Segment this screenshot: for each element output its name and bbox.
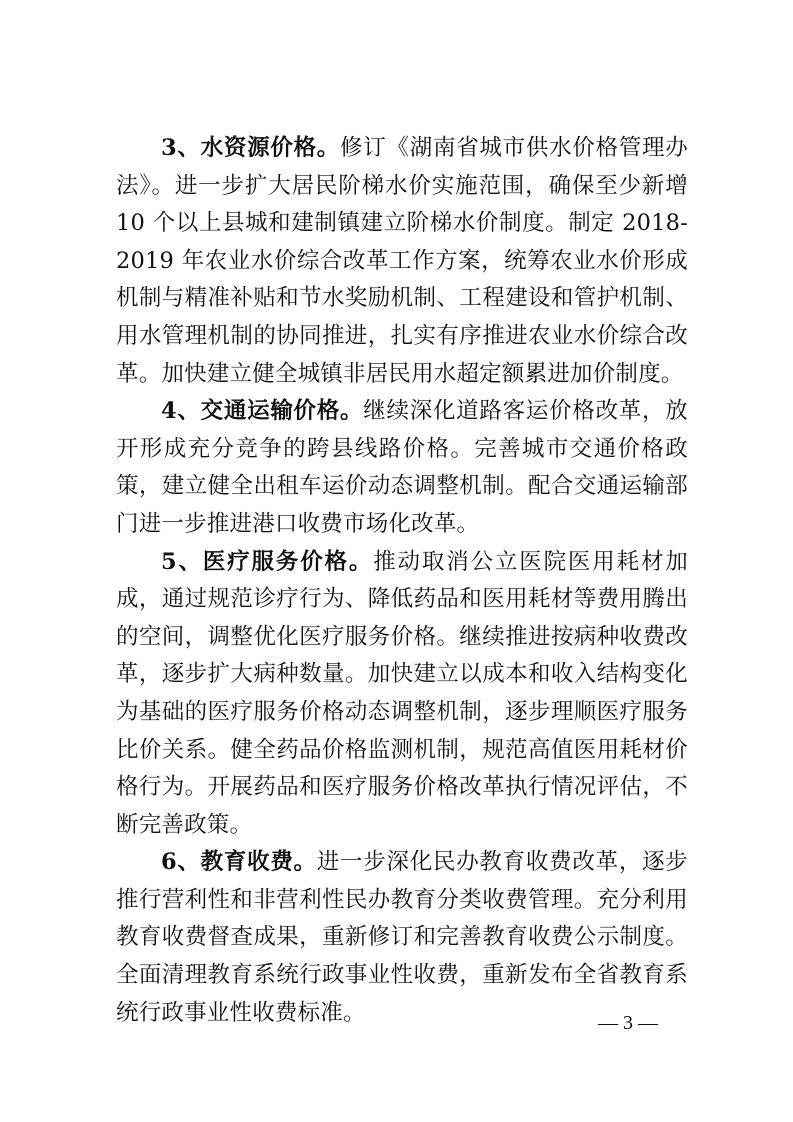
paragraph-education-fee bbox=[116, 844, 688, 1032]
section-heading-water-price: 3、水资源价格。 bbox=[161, 135, 341, 161]
document-page bbox=[116, 130, 688, 1032]
section-heading-transport-price: 4、交通运输价格。 bbox=[161, 398, 364, 425]
page-number: — 3 — bbox=[598, 1012, 658, 1034]
paragraph-water-price bbox=[116, 130, 688, 393]
section-heading-education-fee: 6、教育收费。 bbox=[161, 849, 317, 876]
paragraph-body-transport-price: 继续深化道路客运价格改革，放开形成充分竞争的跨县线路价格。完善城市交通价格政策，建立健全出租车运价动态调整机制。配合交通运输部门进一步推进港口收费市场化改革。 bbox=[116, 398, 688, 537]
paragraph-body-water-price: 修订《湖南省城市供水价格管理办法》。进一步扩大居民阶梯水价实施范围，确保至少新增 10 个以上县城和建制镇建立阶梯水价制度。制定 2018-2019 年农业水价综合改革工作方案，统筹农业水价形成机制与精准补贴和节水奖励机制、工程建设和管护机制、用水管理机制的协同推进，扎实有序推进农业水价综合改革。加快建立健全城镇非居民用水超定额累进加价制度。 bbox=[116, 135, 688, 387]
section-heading-medical-price: 5、医疗服务价格。 bbox=[161, 548, 374, 575]
paragraph-body-education-fee: 进一步深化民办教育收费改革，逐步推行营利性和非营利性民办教育分类收费管理。充分利用教育收费督查成果，重新修订和完善教育收费公示制度。全面清理教育系统行政事业性收费，重新发布全省教育系统行政事业性收费标准。 bbox=[116, 849, 688, 1026]
paragraph-body-medical-price: 推动取消公立医院医用耗材加成，通过规范诊疗行为、降低药品和医用耗材等费用腾出的空间，调整优化医疗服务价格。继续推进按病种收费改革，逐步扩大病种数量。加快建立以成本和收入结构变化为基础的医疗服务价格动态调整机制，逐步理顺医疗服务比价关系。健全药品价格监测机制，规范高值医用耗材价格行为。开展药品和医疗服务价格改革执行情况评估，不断完善政策。 bbox=[116, 548, 688, 838]
paragraph-medical-price bbox=[116, 544, 688, 845]
paragraph-transport-price bbox=[116, 393, 688, 543]
